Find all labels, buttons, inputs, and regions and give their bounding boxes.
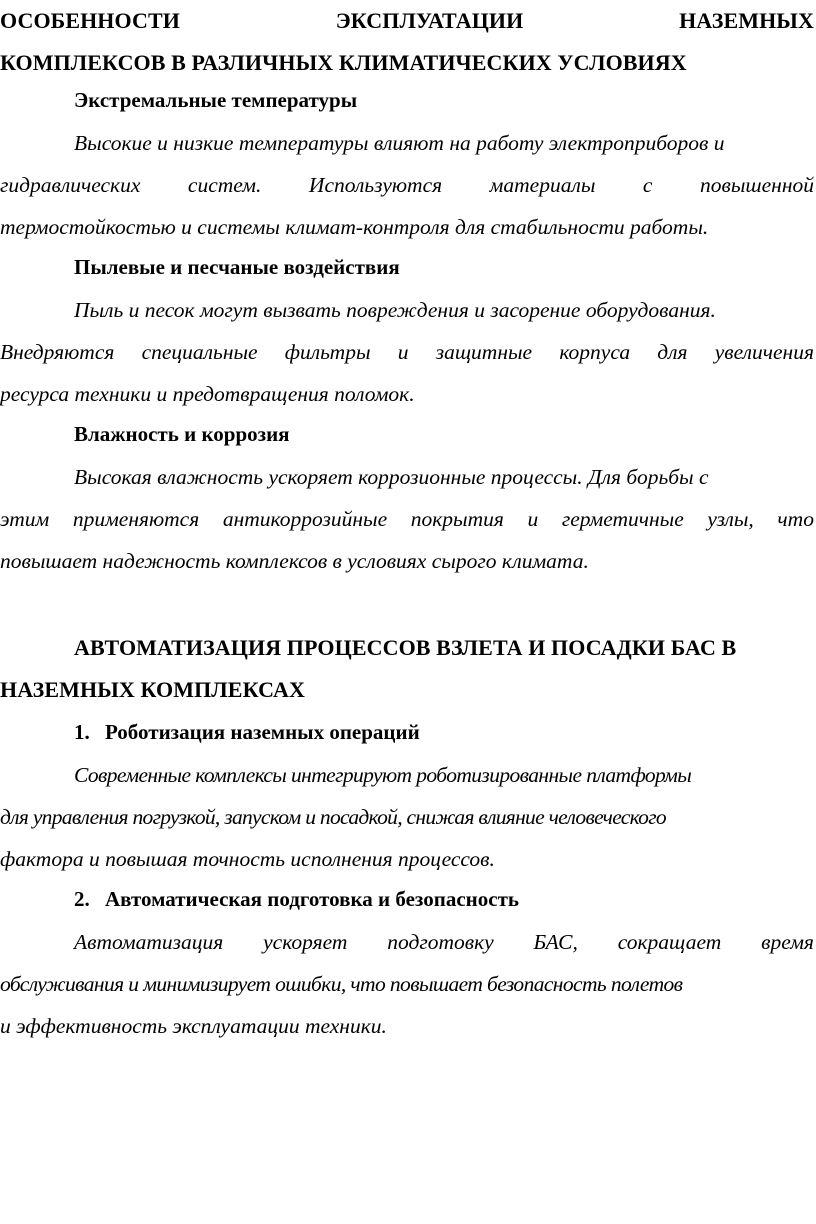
word: время [761,930,814,954]
word: материалы [489,173,596,197]
word: систем. [187,173,262,197]
paragraph-robotization [0,754,814,880]
word: корпуса [559,340,631,364]
paragraph-line: фактора и повышая точность исполнения процессов. [0,847,495,871]
paragraph-humidity [0,456,814,582]
subsection-title-automation [74,884,519,914]
paragraph-line: ресурса техники и предотвращения поломок. [0,382,415,406]
subsection-title-dust: Пылевые и песчаные воздействия [74,255,400,279]
word: защитные [435,340,533,364]
word: для [657,340,688,364]
word: увеличения [714,340,814,364]
word: гидравлических [0,173,141,197]
word: узлы, [707,507,754,531]
word: с [642,173,653,197]
section2-heading-line2: НАЗЕМНЫХ КОМПЛЕКСАХ [0,677,305,702]
subsection-title-robotization [74,717,420,747]
paragraph-line: Высокая влажность ускоряет коррозионные процессы. Для борьбы с [74,465,709,489]
subsection-title-humidity: Влажность и коррозия [74,422,290,446]
word: сокращает [617,930,722,954]
section2-heading-line1: АВТОМАТИЗАЦИЯ ПРОЦЕССОВ ВЗЛЕТА И ПОСАДКИ БАС В [74,635,737,660]
word: БАС, [533,930,578,954]
heading-word: НАЗЕМНЫХ [679,8,814,33]
list-number: 1. [74,720,90,744]
word: повышенной [700,173,814,197]
paragraph-line [0,498,814,540]
subsection-title-text: Автоматическая подготовка и безопасность [105,887,520,911]
section1-heading [0,0,814,84]
subsection-title-text: Роботизация наземных операций [105,720,420,744]
paragraph-temperatures [0,122,814,248]
paragraph-line: Современные комплексы интегрируют роботизированные платформы [74,763,692,787]
word: Используются [308,173,443,197]
paragraph-line: для управления погрузкой, запуском и посадкой, снижая влияние человеческого [0,805,666,829]
word: антикоррозийные [222,507,388,531]
paragraph-line: повышает надежность комплексов в условиях сырого климата. [0,549,589,573]
paragraph-automation [0,921,814,1047]
word: и [397,340,409,364]
section2-heading [0,627,814,711]
subsection-title-temperatures: Экстремальные температуры [74,88,358,112]
word: фильтры [284,340,371,364]
paragraph-line [0,331,814,373]
paragraph-line: обслуживания и минимизирует ошибки, что повышает безопасность полетов [0,972,683,996]
word: Внедряются [0,340,115,364]
word: что [777,507,814,531]
paragraph-line [0,164,814,206]
word: герметичные [561,507,684,531]
paragraph-line: Высокие и низкие температуры влияют на работу электроприборов и [74,131,725,155]
paragraph-line: термостойкостью и системы климат-контроля для стабильности работы. [0,215,709,239]
list-number: 2. [74,887,90,911]
section1-heading-line2: КОМПЛЕКСОВ В РАЗЛИЧНЫХ КЛИМАТИЧЕСКИХ УСЛОВИЯХ [0,50,687,75]
word: этим [0,507,50,531]
word: и [527,507,539,531]
word: применяются [72,507,200,531]
word: покрытия [410,507,504,531]
section1-heading-line1 [0,0,814,42]
word: специальные [141,340,258,364]
heading-word: ЭКСПЛУАТАЦИИ [335,8,524,33]
paragraph-dust [0,289,814,415]
word: Автоматизация [74,930,224,954]
paragraph-line: и эффективность эксплуатации техники. [0,1014,387,1038]
paragraph-line: Пыль и песок могут вызвать повреждения и засорение оборудования. [74,298,716,322]
word: ускоряет [263,930,348,954]
paragraph-line [0,921,814,963]
heading-word: ОСОБЕННОСТИ [0,8,180,33]
word: подготовку [387,930,494,954]
